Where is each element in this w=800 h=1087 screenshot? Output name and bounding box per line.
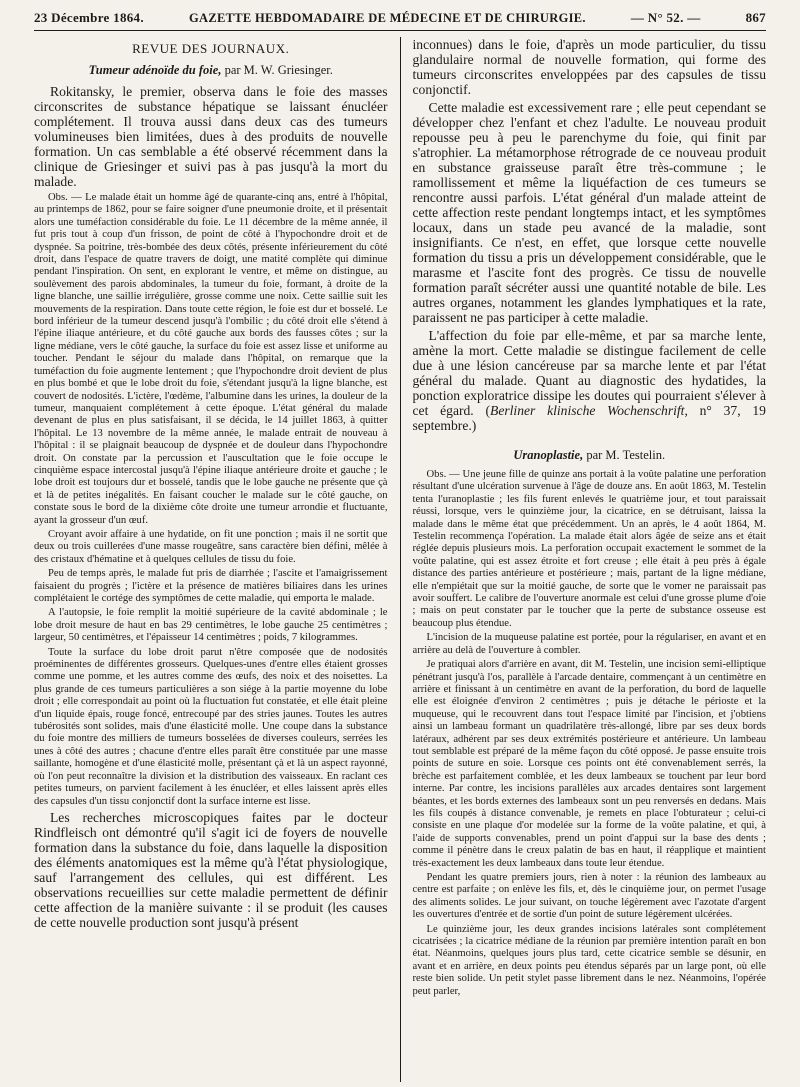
- section-spacer: [413, 436, 767, 448]
- running-header: [34, 10, 766, 28]
- observation-paragraph: L'incision de la muqueuse palatine est portée, pour la régulariser, en avant et en arrière au delà de l'ouverture à combler.: [412, 632, 766, 656]
- article-title-text: Tumeur adénoïde du foie,: [88, 63, 222, 77]
- continuation-paragraph: L'affection du foie par elle-même, et par sa marche lente, amène la mort. Cette maladie se distingue facilement de celle due à une lésion cancéreuse par sa marche lente et par l'état général du malade. Quant au diagnostic des hydatides, la ponction exploratrice dissipe les doutes qui pourraient s'élever à cet égard. (Berliner klinische Wochenschrift, n° 37, 19 septembre.): [412, 328, 766, 433]
- right-column: [413, 37, 767, 1082]
- source-citation: , n° 37, 19 septembre.): [412, 403, 766, 433]
- observation-paragraph: Je pratiquai alors d'arrière en avant, dit M. Testelin, une incision semi-elliptique pénétrant jusqu'à l'os, parallèle à l'arcade dentaire, commençant à un centimètre en arrière et finissant à un centimètre en avant de la perforation, du bord de laquelle elle est éloignée d'environ 2 centimètres ; puis je détache le périoste et la muqueuse, qui le recouvrent dans tout l'espace limité par l'incision, et j'obtiens ainsi un lambeau formant un quadrilatère très-allongé, libre par ses deux bords latéraux, adhérent par ses deux extrémités postérieure et antérieure. Un lambeau tout semblable est préparé de la même façon du côté opposé. Je passe ensuite trois points de suture en soie. Lorsque ces points ont été convenablement serrés, la brèche est parfaitement comblée, et les deux lambeaux se touchent par leur bord interne. Par contre, les incisions parallèles aux arcades dentaires sont largement béantes, et les bords externes des lambeaux sont un peu renversés en dedans. Mais les fils coupés à distance convenable, je remets en place l'obturateur ; celui-ci consiste en une plaque d'or modelée sur la forme de la voûte palatine, et qui, à l'aide de supports convenables, prend un point d'appui sur la base des dents ; comme il pénètre dans le creux palatin de bas en haut, il réapplique et maintient très-exactement les deux lambeaux dans toute leur étendue.: [412, 659, 766, 869]
- observation-paragraph: Pendant les quatre premiers jours, rien à noter : la réunion des lambeaux au centre est parfaite ; on enlève les fils, et, dès le cinquième jour, on permet l'usage des aliments solides. Le jour suivant, on touche légèrement avec l'azotate d'argent les ouvertures d'entrée et de sortie d'un point de suture légèrement ulcérées.: [412, 872, 766, 921]
- continuation-text: L'affection du foie par elle-même, et par sa marche lente, amène la mort. Cette maladie se distingue facilement de celle due à une lésion cancéreuse par sa marche lente et par l'état général du malade. Quant au diagnostic des hydatides, la ponction exploratrice dissipe les doutes qui pourraient s'élever à cet égard.: [412, 328, 766, 418]
- two-column-body: [34, 37, 766, 1082]
- observation-paragraph: A l'autopsie, le foie remplit la moitié supérieure de la cavité abdominale ; le lobe droit mesure de haut en bas 29 centimètres, le lobe gauche 25 centimètres ; largeur, 50 centimètres, et l'épaisseur 14 centimètres ; poids, 7 kilogrammes.: [34, 607, 388, 644]
- header-rule: [34, 30, 766, 31]
- column-divider: [400, 37, 401, 1082]
- observation-paragraph: Obs. — Une jeune fille de quinze ans portait à la voûte palatine une perforation résultant d'une ulcération survenue à l'âge de douze ans. En août 1863, M. Testelin tenta l'uranoplastie ; les fils furent enlevés le quatrième jour, et tout paraissait réussi, lorsque, vers le quinzième jour, la cicatrice, en se détruisant, laissa la malade dans le même état que précédemment. Un an après, le 4 août 1864, M. Testelin recommença l'opération. La malade était alors âgée de seize ans et était réglée depuis plusieurs mois. La perforation occupait exactement le sommet de la voûte palatine, qui est assez étroite et fort creuse ; elle était à peu près à égale distance des parties antérieure et postérieure ; mais, partant de la ligne médiane, elle n'empiétait que sur la moitié gauche, de sorte que le vomer ne paraissait pas avoir souffert. Le calibre de l'ouverture anormale est celui d'une grosse plume d'oie ; mais on peut constater par le toucher que la perte de substance osseuse est beaucoup plus étendue.: [412, 469, 766, 629]
- article2-title: [413, 448, 767, 463]
- article2-author: par M. Testelin.: [583, 448, 666, 462]
- continuation-paragraph: Cette maladie est excessivement rare ; elle peut cependant se développer chez l'enfant et chez l'adulte. Le nouveau produit repousse peu à peu le parenchyme du foie, qui finit par s'atrophier. La métamorphose rétrograde de ce nouveau produit en substance graisseuse paraît être très-commune ; le ramollissement et même la liquéfaction de ces tumeurs se rencontre aussi parfois. L'état général d'un malade atteint de cette affection reste pendant longtemps intact, et les symptômes locaux, dans un stade peu avancé de la maladie, sont insignifiants. Ce n'est, en effet, que lorsque cette nouvelle formation du tissu a pris un développement considérable, que le marasme et l'ascite font des progrès. Ce tissu de nouvelle formation paraît sécréter aussi une quantité notable de bile. Les autres organes, notamment les glandes lymphatiques et la rate, paraissent ne pas participer à cette maladie.: [412, 100, 766, 325]
- intro-paragraph: Rokitansky, le premier, observa dans le foie des masses circonscrites de substance hépatique se laissant énucléer complétement. Il trouva aussi dans deux cas des tumeurs volumineuses bien limitées, dues à des produits de nouvelle formation. Un cas semblable a été observé récemment dans la clinique de Griesinger et suivi pas à pas jusqu'à la mort du malade.: [34, 84, 388, 189]
- observation-paragraph: Toute la surface du lobe droit parut n'être composée que de nodosités proéminentes de différentes grosseurs. Quelques-unes d'entre elles étaient grosses comme une pomme, et les autres comme des œufs, des noix et des noisettes. La plus grande de ces tumeurs particulières a son siége à la partie moyenne du lobe droit ; elle correspondait au point où la fluctuation fut constatée, et elle était pleine d'un liquide épais, rouge foncé, entrecoupé par des stries jaunes. Toutes les autres tubérosités sont solides, mais d'une élasticité molle. Une coupe dans la substance du foie montre des milliers de tumeurs bosselées de diverses couleurs, serrées les unes à côté des autres ; chacune d'entre elles paraît être constituée par une masse saillante, homogène et d'une élasticité molle, présentant çà et là un aspect rayonné, où l'on peut reconnaître la division et la distribution des vaisseaux. En raclant ces petites tumeurs, on parvient facilement à les énucléer, et elles laissent après elles des capsules d'un tissu conjonctif dont la surface interne est lisse.: [34, 646, 388, 807]
- header-date: 23 Décembre 1864.: [34, 10, 144, 25]
- section-title: REVUE DES JOURNAUX.: [132, 41, 290, 56]
- observation-paragraph: Croyant avoir affaire à une hydatide, on fit une ponction ; mais il ne sortit que deux ou trois cuillerées d'une masse rougeâtre, sans caractère bien défini, mêlée à des cristaux d'hématine et à quelques cellules de tissu du foie.: [34, 528, 388, 565]
- header-issue-number: — N° 52. —: [630, 10, 701, 25]
- observation-paragraph: Le quinzième jour, les deux grandes incisions latérales sont complétement cicatrisées ; la cicatrice médiane de la réunion par première intention paraît en bon état. Néanmoins, quelques jours plus tard, cette cicatrice semble se désunir, en avant et en arrière, en deux points peu étendus séparés par un large pont, où elle reste bien solide. Un petit stylet passe librement dans le nez. Néanmoins, l'opérée peut parler,: [412, 923, 766, 997]
- header-journal-title: GAZETTE HEBDOMADAIRE DE MÉDECINE ET DE CHIRURGIE.: [189, 11, 586, 25]
- closing-paragraph: Les recherches microscopiques faites par le docteur Rindfleisch ont démontré qu'il s'agit ici de foyers de nouvelle formation dans la substance du foie, dans laquelle la disposition des éléments anatomiques est la même qu'à l'état physiologique, sauf l'arrangement des cellules, qui est différent. Les observations recueillies sur cette maladie permettent de définir cette affection de la manière suivante : il se produit (les causes de cette nouvelle production sont jusqu'à présent: [34, 809, 388, 930]
- header-page-number: 867: [745, 10, 766, 25]
- article-author: par M. W. Griesinger.: [221, 63, 333, 77]
- continuation-paragraph: inconnues) dans le foie, d'après un mode particulier, du tissu glandulaire normal de nouvelle formation, qui forme des tumeurs circonscrites enveloppées par des capsules de tissu conjonctif.: [412, 37, 766, 97]
- observation-paragraph: Peu de temps après, le malade fut pris de diarrhée ; l'ascite et l'amaigrissement faisaient du progrès ; l'ictère et la présence de matières biliaires dans les urines complétaient le cortége des symptômes de cette maladie, qui emporta le malade.: [34, 568, 388, 604]
- article-title: [34, 63, 388, 78]
- observation-paragraph: Obs. — Le malade était un homme âgé de quarante-cinq ans, entré à l'hôpital, au printemps de 1862, pour se faire soigner d'une pneumonie droite, et il présentait alors une tuméfaction considérable du foie. Le 11 décembre de la même année, il fut pris tout à coup d'un frisson, de point de côté à l'hypochondre droit et de dyspnée. Sa poitrine, très-bombée des deux côtés, présente inférieurement du côté droit, dans l'espace de quatre travers de doigt, une matité complète qui diminue pendant l'inspiration. On sent, en explorant le ventre, et même on distingue, au soulèvement des parois abdominales, la tumeur du foie, formant, à droite de la ligne blanche, une saillie irrégulière, grosse comme une noix. Cette saillie suit les mouvements de la respiration. Dans toute cette région, le foie est dur et bosselé. Le bord inférieur de la tumeur descend jusqu'à l'ombilic ; du côté droit elle s'étend à l'épine iliaque antérieure, et du côté gauche aux bords des fausses côtes ; sur la ligne médiane, vers le côté gauche, la surface du foie est assez lisse et uniforme au toucher. Pendant le séjour du malade dans l'hôpital, on remarque que la tuméfaction du foie augmente lentement ; que l'hypochondre droit devient de plus en plus bombé et que le lobe droit du foie, s'étendant jusqu'à la ligne blanche, est couvert de nodosités. L'ictère, l'œdème, l'albumine dans les urines, la douleur de la tumeur, manquaient complétement à cette époque. L'état général du malade devenant de plus en plus satisfaisant, il se décida, le 14 juillet 1863, à quitter l'hôpital. Le 13 novembre de la même année, le malade entrait de nouveau à l'hôpital : il se plaignait beaucoup de dyspnée et de douleur dans l'hypochondre droit. On constate par la percussion et l'auscultation que le foie occupe le cinquième espace intercostal jusqu'à l'épine iliaque antérieure droite et gauche ; le lobe droit est toujours dur et bosselé, tandis que le lobe gauche ne présente que çà et là de petites inégalités. En faisant coucher le malade sur le côté gauche, on constate sous le bord de la dixième côte droite une tumeur arrondie et fluctuante, ayant la grosseur d'un œuf.: [34, 192, 388, 526]
- article2-title-text: Uranoplastie,: [513, 448, 584, 462]
- left-column: [34, 37, 388, 1082]
- source-journal: Berliner klinische Wochenschrift: [490, 403, 685, 418]
